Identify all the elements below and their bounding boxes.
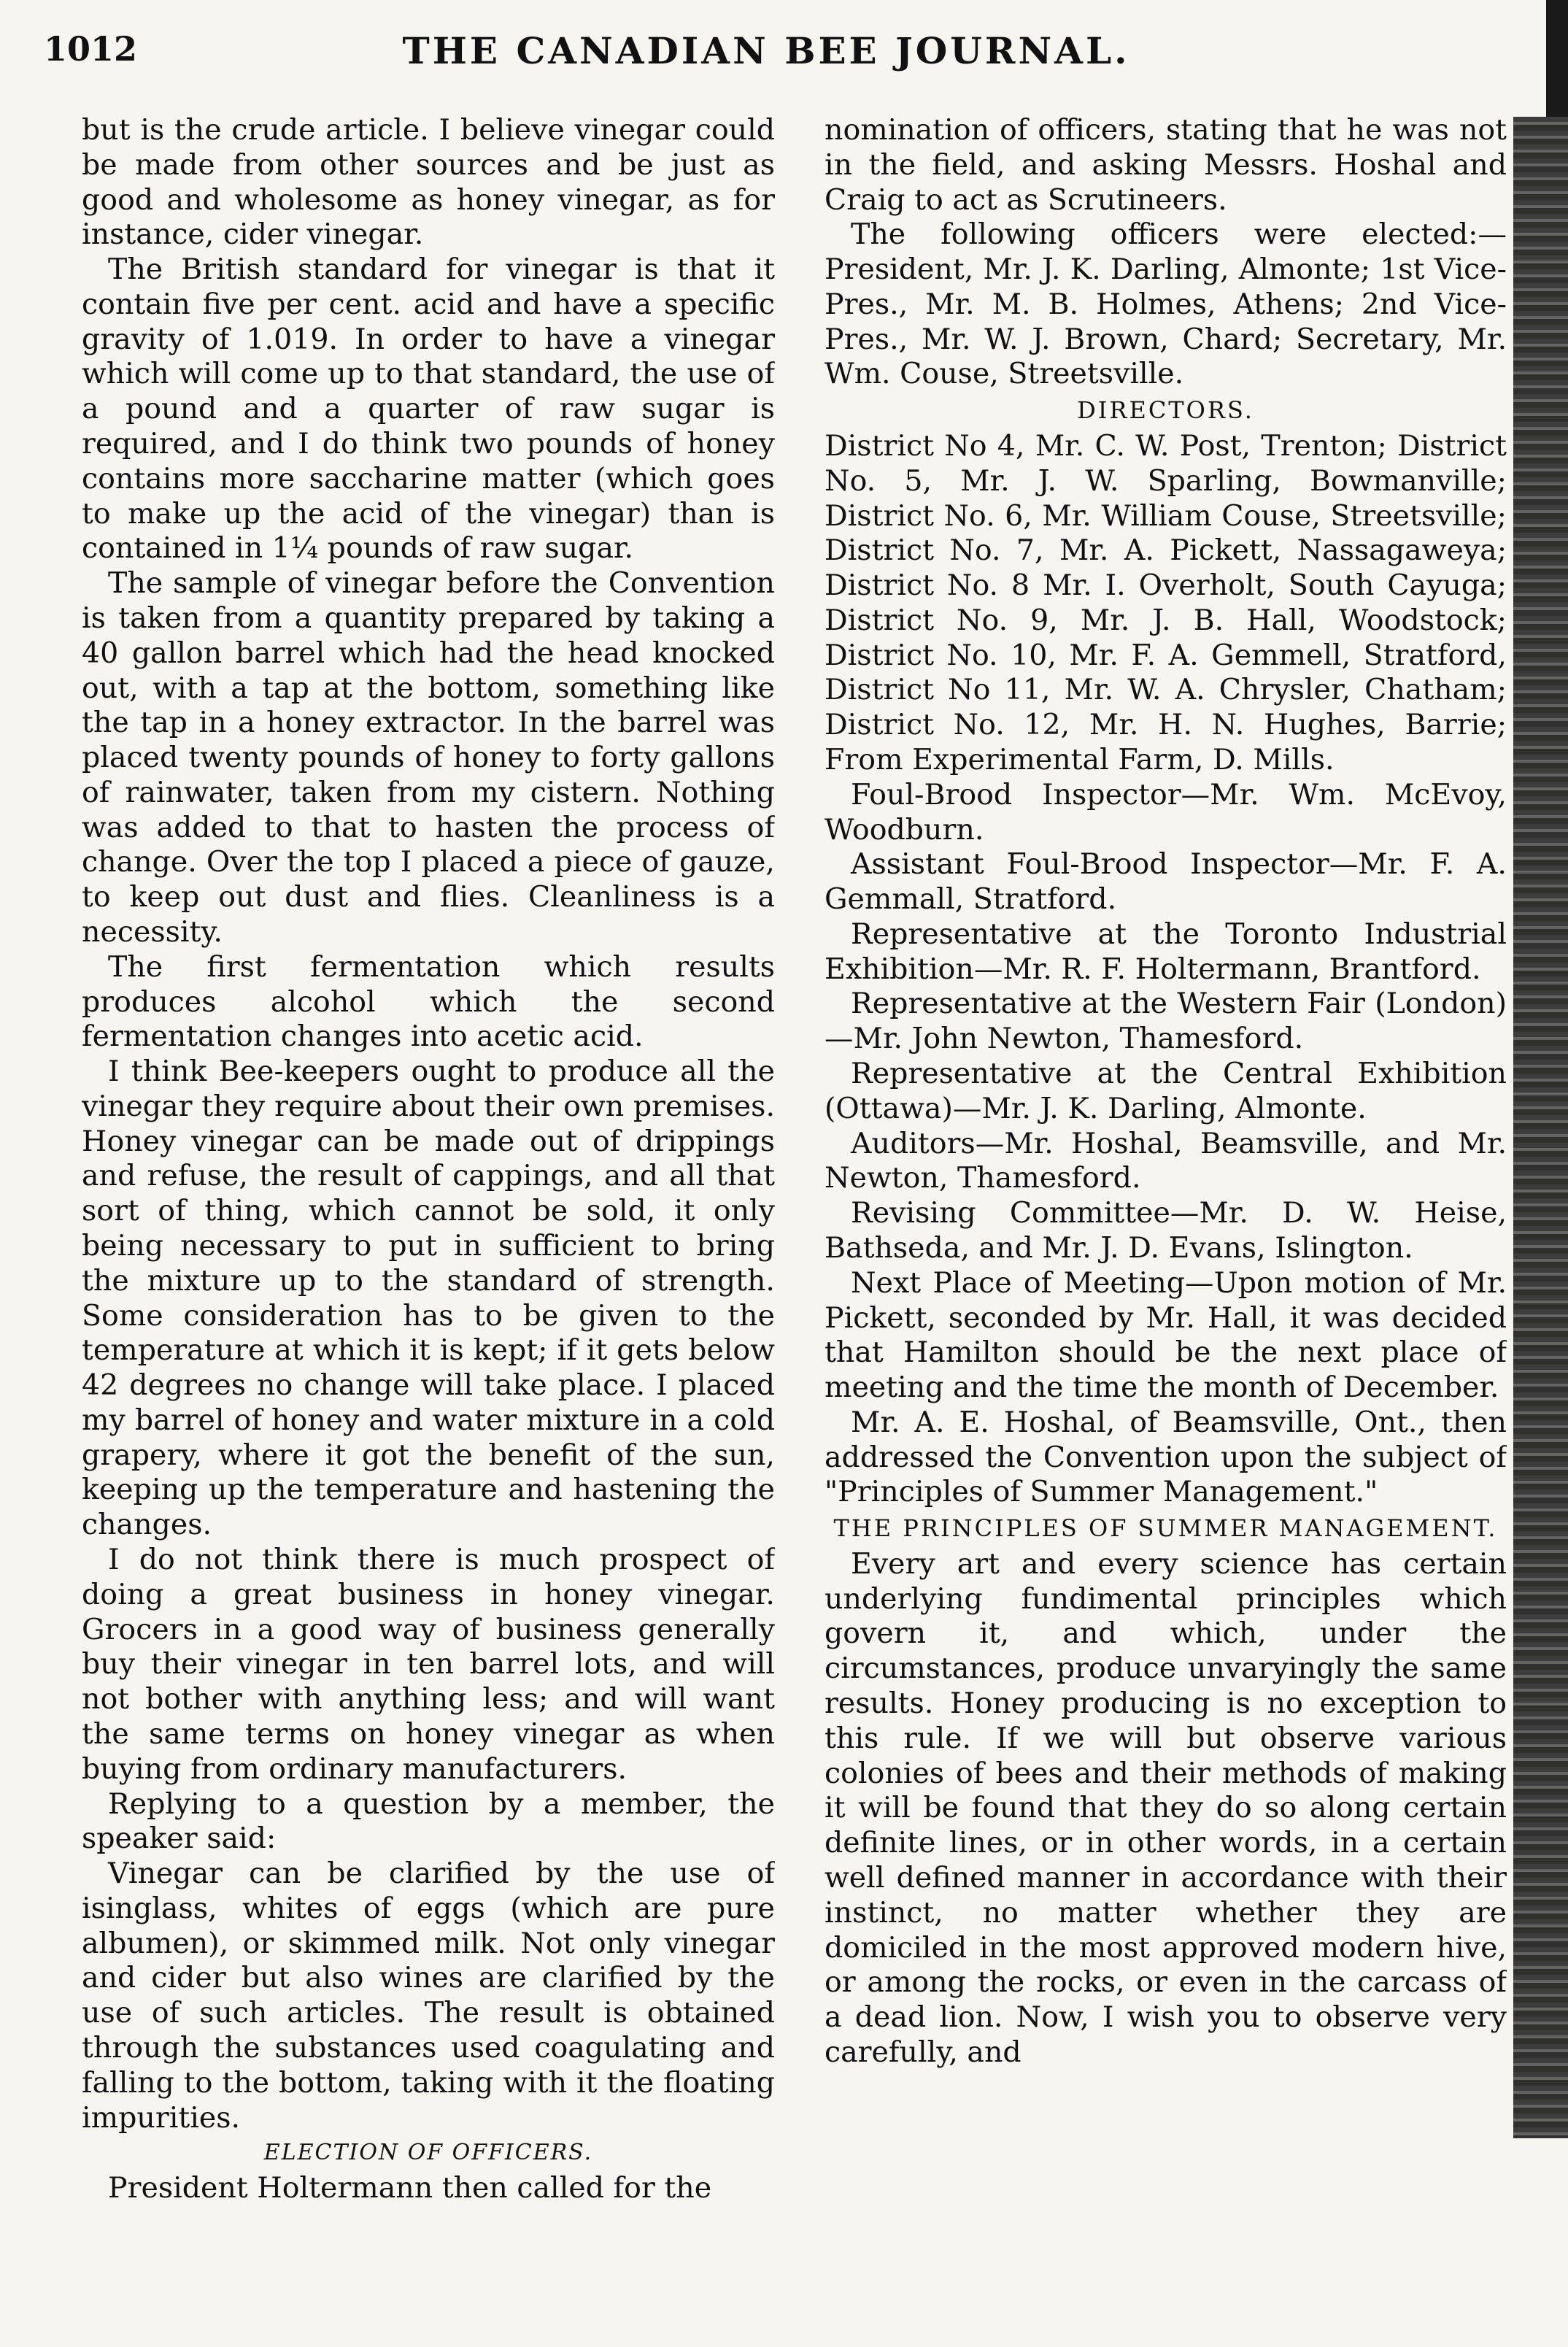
paragraph: I think Bee-keepers ought to produce all the vinegar they require about their own premises. Honey vinegar can be made out of drippings and refuse, the result of cappings, and all that sort of thing, which cannot be sold, it only being necessary to put in sufficient to bring the mixture up to the standard of strength. Some consideration has to be given to the temperature at which it is kept; if it gets below 42 degrees no change will take place. I placed my barrel of honey and water mixture in a cold grapery, where it got the benefit of the sun, keeping up the temperature and hastening the changes. [82, 1055, 775, 1542]
directors-heading: DIRECTORS. [1077, 396, 1254, 425]
paragraph: Representative at the Western Fair (London)—Mr. John Newton, Thamesford. [824, 987, 1507, 1056]
paragraph: Mr. A. E. Hoshal, of Beamsville, Ont., then addressed the Convention upon the subject of "Principles of Summer Management." [824, 1405, 1507, 1509]
paragraph: Assistant Foul-Brood Inspector—Mr. F. A. Gemmall, Stratford. [824, 847, 1507, 917]
paragraph: nomination of officers, stating that he was not in the field, and asking Messrs. Hoshal and Craig to act as Scrutineers. [824, 113, 1507, 217]
section-heading: ELECTION OF OFFICERS. [263, 2140, 593, 2166]
scan-edge-shadow-top [1546, 0, 1568, 117]
paragraph: Auditors—Mr. Hoshal, Beamsville, and Mr. Newton, Thamesford. [824, 1126, 1507, 1195]
paragraph: Representative at the Central Exhibition (Ottawa)—Mr. J. K. Darling, Almonte. [824, 1057, 1507, 1125]
left-column [82, 113, 775, 2317]
running-title: THE CANADIAN BEE JOURNAL. [402, 29, 1130, 72]
right-column [824, 113, 1507, 2317]
paragraph: Next Place of Meeting—Upon motion of Mr. Pickett, seconded by Mr. Hall, it was decided that Hamilton should be the next place of meeting and the time the month of December. [824, 1265, 1507, 1405]
paragraph: Foul-Brood Inspector—Mr. Wm. McEvoy, Woodburn. [824, 777, 1507, 847]
paragraph: Vinegar can be clarified by the use of isinglass, whites of eggs (which are pure albumen), or skimmed milk. Not only vinegar and cider but also wines are clarified by the use of such articles. The result is obtained through the substances used coagulating and falling to the bottom, taking with it the floating impurities. [82, 1857, 775, 2135]
paragraph: The sample of vinegar before the Convention is taken from a quantity prepared by taking a 40 gallon barrel which had the head knocked out, with a tap at the bottom, something like the tap in a honey extractor. In the barrel was placed twenty pounds of honey to forty gallons of rainwater, taken from my cistern. Nothing was added to that to hasten the process of change. Over the top I placed a piece of gauze, to keep out dust and flies. Cleanliness is a necessity. [82, 566, 775, 949]
paragraph: President Holtermann then called for the [108, 2170, 712, 2205]
page-header [44, 29, 1488, 88]
scan-edge-shadow [1513, 117, 1568, 2138]
page-number: 1012 [44, 29, 138, 69]
paragraph: The following officers were elected:— President, Mr. J. K. Darling, Almonte; 1st Vice-Pres., Mr. M. B. Holmes, Athens; 2nd Vice-Pres., Mr. W. J. Brown, Chard; Secretary, Mr. Wm. Couse, Streetsville. [824, 217, 1507, 391]
paragraph: but is the crude article. I believe vinegar could be made from other sources and be just as good and wholesome as honey vinegar, as for instance, cider vinegar. [82, 113, 775, 252]
paragraph: I do not think there is much prospect of doing a great business in honey vinegar. Grocers in a good way of business generally buy their vinegar in ten barrel lots, and will not bother with anything less; and will want the same terms on honey vinegar as when buying from ordinary manufacturers. [82, 1543, 775, 1786]
paragraph: The British standard for vinegar is that it contain five per cent. acid and have a specific gravity of 1.019. In order to have a vinegar which will come up to that standard, the use of a pound and a quarter of raw sugar is required, and I do think two pounds of honey contains more saccharine matter (which goes to make up the acid of the vinegar) than is contained in 1¼ pounds of raw sugar. [82, 253, 775, 566]
paragraph: The first fermentation which results produces alcohol which the second fermentation changes into acetic acid. [82, 949, 775, 1054]
paragraph: Revising Committee—Mr. D. W. Heise, Bathseda, and Mr. J. D. Evans, Islington. [824, 1196, 1507, 1265]
article-heading: THE PRINCIPLES OF SUMMER MANAGEMENT. [833, 1514, 1498, 1543]
paragraph: Representative at the Toronto Industrial Exhibition—Mr. R. F. Holtermann, Brantford. [824, 917, 1507, 986]
paragraph: Replying to a question by a member, the speaker said: [82, 1787, 775, 1856]
paragraph: Every art and every science has certain underlying fundimental principles which govern it, and which, under the circumstances, produce unvaryingly the same results. Honey producing is no exception to this rule. If we will but observe various colonies of bees and their methods of making it will be found that they do so along certain definite lines, or in other words, in a certain well defined manner in accordance with their instinct, no matter whether they are domiciled in the most approved modern hive, or among the rocks, or even in the carcass of a dead lion. Now, I wish you to observe very carefully, and [824, 1546, 1507, 2069]
paragraph: District No 4, Mr. C. W. Post, Trenton; District No. 5, Mr. J. W. Sparling, Bowmanville; District No. 6, Mr. William Couse, Streetsville; District No. 7, Mr. A. Pickett, Nassagaweya; District No. 8 Mr. I. Overholt, South Cayuga; District No. 9, Mr. J. B. Hall, Woodstock; District No. 10, Mr. F. A. Gemmell, Stratford, District No 11, Mr. W. A. Chrysler, Chatham; District No. 12, Mr. H. N. Hughes, Barrie; From Experimental Farm, D. Mills. [824, 428, 1507, 776]
